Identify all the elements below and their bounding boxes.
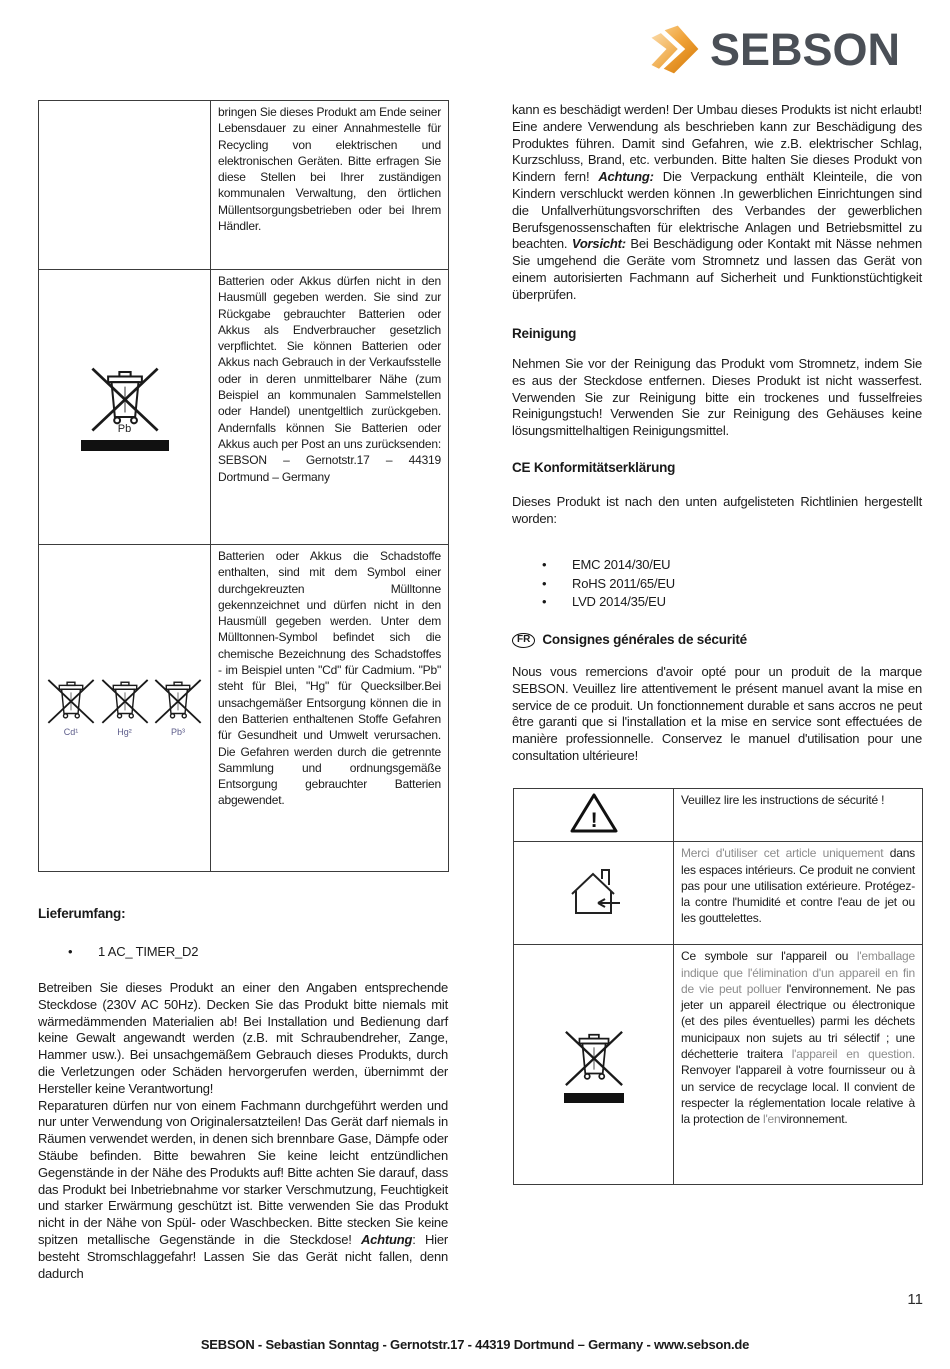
reinigung-heading: Reinigung <box>512 326 577 341</box>
reinigung-paragraph: Nehmen Sie vor der Reinigung das Produkt vom Stromnetz, indem Sie es aus der Steckdose entfernen. Dieses Produkt ist nicht wasserfest. Verwenden Sie zur Reinigung bitte ein trockenes und fusselfreies Reinigungstuch! Verwenden Sie zur Reinigung des Gehäuses keine lösungsmittelhaltigen Reinigungsmittel. <box>512 356 922 439</box>
svg-text:!: ! <box>590 809 597 832</box>
lieferumfang-bullet-item <box>38 944 198 961</box>
table-row <box>514 945 923 1185</box>
bullet-dot-icon: • <box>542 594 547 609</box>
table-row <box>39 270 449 545</box>
page-number: 11 <box>907 1291 923 1308</box>
empty-symbol-cell <box>39 101 211 270</box>
bullet-dot-icon: • <box>68 944 73 959</box>
logo-chevron-icon <box>644 22 704 76</box>
weee-disposal-text: Ce symbole sur l'appareil ou l'emballage indique que l'élimination d'un appareil en fin de vie peut polluer l'environnement. Ne pas jeter un appareil électrique ou électronique (et des piles éventuelles) parmi les déchets municipaux non sujets au tri sélectif ; une déchetterie traitera l'appareil en question. Renvoyer l'appareil à votre fournisseur ou à un service de recyclage local. Il convient de respecter la réglementation locale relative à la protection de l'environnement. <box>674 945 923 1185</box>
indoor-use-text: Merci d'utiliser cet article uniquement dans les espaces intérieurs. Ce produit ne convient pas pour une utilisation extérieure. Protégez-la contre l'humidité et contre l'eau de jet ou les gouttelettes. <box>674 842 923 945</box>
ce-directives-list <box>512 556 675 612</box>
ce-declaration-paragraph: Dieses Produkt ist nach den unten aufgelisteten Richtlinien hergestellt worden: <box>512 494 922 526</box>
crossed-wheelie-bin-pb-icon <box>81 363 169 451</box>
battery-return-text: Batterien oder Akkus dürfen nicht in den Hausmüll gegeben werden. Sie sind zur Rückgabe gebrauchter Batterien oder Akkus als Endverbraucher gesetzlich verpflichtet. Sie können Batterien oder Akkus nach Gebrauch in der Verkaufsstelle oder in deren unmittelbarer Nähe (zum Beispiel an kommunalen Sammelstellen oder Handel) unentgeltlich zurückgeben. Andernfalls können Sie Batterien oder Akkus auch per Post an uns zurücksenden: SEBSON – Gernotstr.17 – 44319 Dortmund – Germany <box>211 270 449 545</box>
german-disposal-table <box>38 100 449 872</box>
list-item <box>512 556 675 575</box>
warning-triangle-icon <box>569 791 619 835</box>
fr-language-badge-icon: FR <box>512 633 535 648</box>
battery-chemicals-symbol-cell <box>39 545 211 872</box>
crossed-bin-hg-icon <box>99 676 151 740</box>
bullet-dot-icon: • <box>542 575 547 591</box>
operation-warning-paragraph: Betreiben Sie dieses Produkt an einer den Angaben entsprechende Steckdose (230V AC 50Hz). Decken Sie das Produkt bitte niemals mit wärmedämmenden Materialien ab! Bei Installation und Bedienung darf keine Gewalt angewandt werden (z.B. mit Schraubendreher, Zange, Hammer usw.). Bei unsachgemäßem Gebrauch dieses Produkts, durch die Verletzungen oder Schäden hervorgerufen werden, übernimmt der Hersteller keine Verantwortung! <box>38 980 448 1096</box>
fr-heading-text: Consignes générales de sécurité <box>542 632 747 647</box>
directive-rohs: RoHS 2011/65/EU <box>572 575 675 591</box>
table-row <box>514 789 923 842</box>
hazardous-substances-text: Batterien oder Akkus die Schadstoffe enthalten, sind mit dem Symbol einer durchgekreuzten Mülltonne gekennzeichnet und dürfen nicht in den Hausmüll gegeben werden. Unter dem Mülltonnen-Symbol befindet sich die chemische Bezeichnung des Schadstoffes - im Beispiel unten "Cd" für Cadmium. "Pb" steht für Blei, "Hg" für Quecksilber.Bei unsachgemäßer Entsorgung können die in den Batterien enthaltenen Stoffe Gefahren für Gesundheit und Umwelt verursachen. Die Gefahren werden durch die getrennte Sammlung und ordnungsgemäße Entsorgung gebrauchter Batterien abgewendet. <box>211 545 449 872</box>
ce-declaration-heading: CE Konformitätserklärung <box>512 460 676 475</box>
indoor-use-symbol-cell <box>514 842 674 945</box>
directive-lvd: LVD 2014/35/EU <box>572 594 666 609</box>
warning-symbol-cell <box>514 789 674 842</box>
weee-black-bar <box>81 440 169 451</box>
read-instructions-text: Veuillez lire les instructions de sécurité ! <box>674 789 923 842</box>
logo-wordmark: SEBSON <box>710 23 901 75</box>
lieferumfang-bullet-text: 1 AC_ TIMER_D2 <box>98 944 199 959</box>
footer-company-line: SEBSON - Sebastian Sonntag - Gernotstr.17 - 44319 Dortmund – Germany - www.sebson.de <box>200 1337 750 1352</box>
table-row <box>39 545 449 872</box>
weee-black-bar <box>564 1093 624 1103</box>
chem-label-pb: Pb <box>117 422 132 435</box>
bullet-dot-icon: • <box>542 557 547 572</box>
french-section-heading <box>512 632 747 649</box>
left-column <box>38 100 448 1310</box>
repair-warning-paragraph: Reparaturen dürfen nur von einem Fachmann durchgeführt werden und nur unter Verwendung von Originalersatzteilen! Das Gerät darf niemals in Räumen verwendet werden, in denen sich brennbare Gase, Dämpfe oder Stäube befinden. Bitte bewahren Sie keine leicht entzündlichen Gegenstände in der Nähe des Produkts auf! Bitte achten Sie darauf, dass das Produkt bei Inbetriebnahme vor starker Verschmutzung, Feuchtigkeit und starker Erwärmung geschützt ist. Bitte verwenden Sie das Produkt nicht in der Nähe von Spül- oder Waschbecken. Bitte stecken Sie keine spitzen metallische Gegenstände in die Steckdose! Achtung: Hier besteht Stromschlaggefahr! Lassen Sie das Gerät nicht fallen, denn dadurch <box>38 1097 449 1281</box>
crossed-bin-pb-icon <box>152 676 204 740</box>
lieferumfang-heading: Lieferumfang: <box>38 906 126 921</box>
table-row <box>39 101 449 270</box>
crossed-bin-cd-icon <box>45 676 97 740</box>
weee-symbol-cell <box>514 945 674 1185</box>
french-safety-table <box>513 788 923 1185</box>
recycling-info-text: bringen Sie dieses Produkt am Ende seiner Lebensdauer zu einer Annahmestelle für Recycling von elektrischen und elektronischen Geräten. Bitte erfragen Sie diese Stellen bei Ihrer zuständigen kommunalen Verwaltung, den örtlichen Müllentsorgungsbetrieben oder bei Ihrem Händler. <box>211 101 449 270</box>
chem-label-hg: Hg² <box>117 726 132 737</box>
crossed-wheelie-bins-cd-hg-pb-icon <box>41 676 208 740</box>
battery-pb-symbol-cell <box>39 270 211 545</box>
list-item <box>512 593 675 612</box>
list-item <box>512 575 675 594</box>
crossed-wheelie-bin-weee-icon <box>563 1027 625 1103</box>
chem-label-cd: Cd¹ <box>63 726 79 737</box>
sebson-logo <box>644 22 900 76</box>
house-indoor-use-icon <box>565 862 623 920</box>
directive-emc: EMC 2014/30/EU <box>572 557 671 572</box>
right-column <box>512 100 922 1310</box>
chem-label-pb3: Pb³ <box>170 726 185 737</box>
french-intro-paragraph: Nous vous remercions d'avoir opté pour un produit de la marque SEBSON. Veuillez lire attentivement le présent manuel avant la mise en service de ce produit. Un fonctionnement durable et sans accros ne peut être garanti que si l'installation et la mise en service sont effectuées de manière professionnelle. Conservez le manuel d'utilisation pour une consultation ultérieure! <box>512 664 922 763</box>
damage-warning-paragraph: kann es beschädigt werden! Der Umbau dieses Produkts ist nicht erlaubt! Eine andere Verwendung als beschrieben kann zur Beschädigung des Produktes führen. Damit sind Gefahren, wie z.B. elektrischer Schlag, Kurzschluss, Brand, etc. verbunden. Bitte halten Sie dieses Produkt von Kindern fern! Achtung: Die Verpackung enthält Kleinteile, die von Kindern verschluckt werden können .In gewerblichen Einrichtungen sind die Unfallverhütungsvorschriften des Verbandes der gewerblichen Berufsgenossenschaften für elektrische Anlagen und Betriebsmittel zu beachten. Vorsicht: Bei Beschädigung oder Kontakt mit Nässe nehmen Sie umgehend die Geräte vom Stromnetz und lassen das Gerät von einem autorisierten Fachmann auf Sicherheit und Funktionstüchtigkeit überprüfen. <box>512 102 923 302</box>
left-paragraphs <box>38 980 448 1282</box>
table-row <box>514 842 923 945</box>
